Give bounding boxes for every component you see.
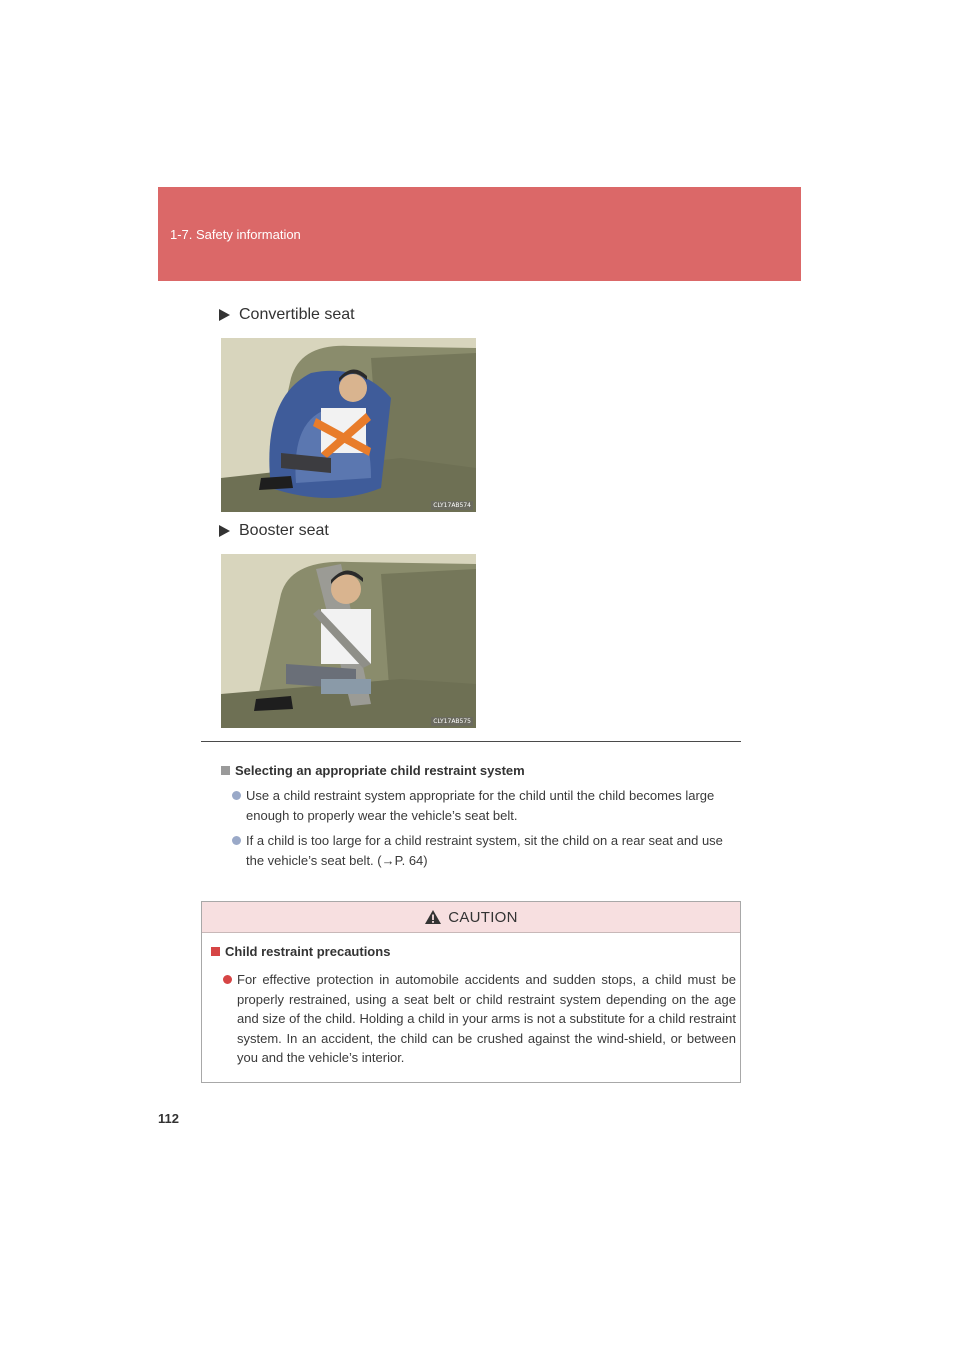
- round-bullet-icon: [223, 975, 232, 984]
- triangle-bullet-icon: [219, 525, 230, 537]
- list-item: [233, 786, 741, 825]
- triangle-bullet-icon: [219, 309, 230, 321]
- caution-title: [211, 944, 390, 959]
- square-bullet-icon: [211, 947, 220, 956]
- section-title: [221, 763, 525, 778]
- caution-header: [202, 902, 740, 933]
- section-header: [158, 187, 801, 281]
- list-item-text: If a child is too large for a child restraint system, sit the child on a rear seat and use the vehicle’s seat belt. (→P. 64): [246, 833, 723, 868]
- convertible-seat-heading: [219, 306, 355, 324]
- convertible-seat-figure: [221, 338, 476, 512]
- section-title-text: Selecting an appropriate child restraint system: [235, 763, 525, 778]
- list-item: [233, 831, 741, 870]
- figure-code: CLY17AB574: [433, 502, 471, 509]
- figure-code: CLY17AB575: [433, 718, 471, 725]
- caution-text: For effective protection in automobile accidents and sudden stops, a child must be properly restrained, using a seat belt or child restraint system depending on the age and size of the child. Holding a child in your arms is not a substitute for a child restraint system. In an accident, the child can be crushed against the wind-shield, or between you and the vehicle’s interior.: [237, 972, 736, 1065]
- booster-seat-figure: [221, 554, 476, 728]
- square-bullet-icon: [221, 766, 230, 775]
- caution-item: [224, 970, 736, 1068]
- header-title: 1-7. Safety information: [170, 227, 301, 242]
- warning-icon: [424, 909, 442, 925]
- round-bullet-icon: [232, 791, 241, 800]
- booster-seat-heading: [219, 522, 329, 540]
- booster-seat-label: Booster seat: [239, 522, 329, 539]
- caution-title-text: Child restraint precautions: [225, 944, 391, 959]
- round-bullet-icon: [232, 836, 241, 845]
- divider: [201, 741, 741, 742]
- caution-box: [201, 901, 741, 1083]
- caution-label: CAUTION: [448, 908, 518, 926]
- convertible-seat-label: Convertible seat: [239, 306, 355, 323]
- page-number: 112: [158, 1111, 179, 1126]
- list-item-text: Use a child restraint system appropriate for the child until the child becomes large enough to properly wear the vehicle’s seat belt.: [246, 788, 715, 823]
